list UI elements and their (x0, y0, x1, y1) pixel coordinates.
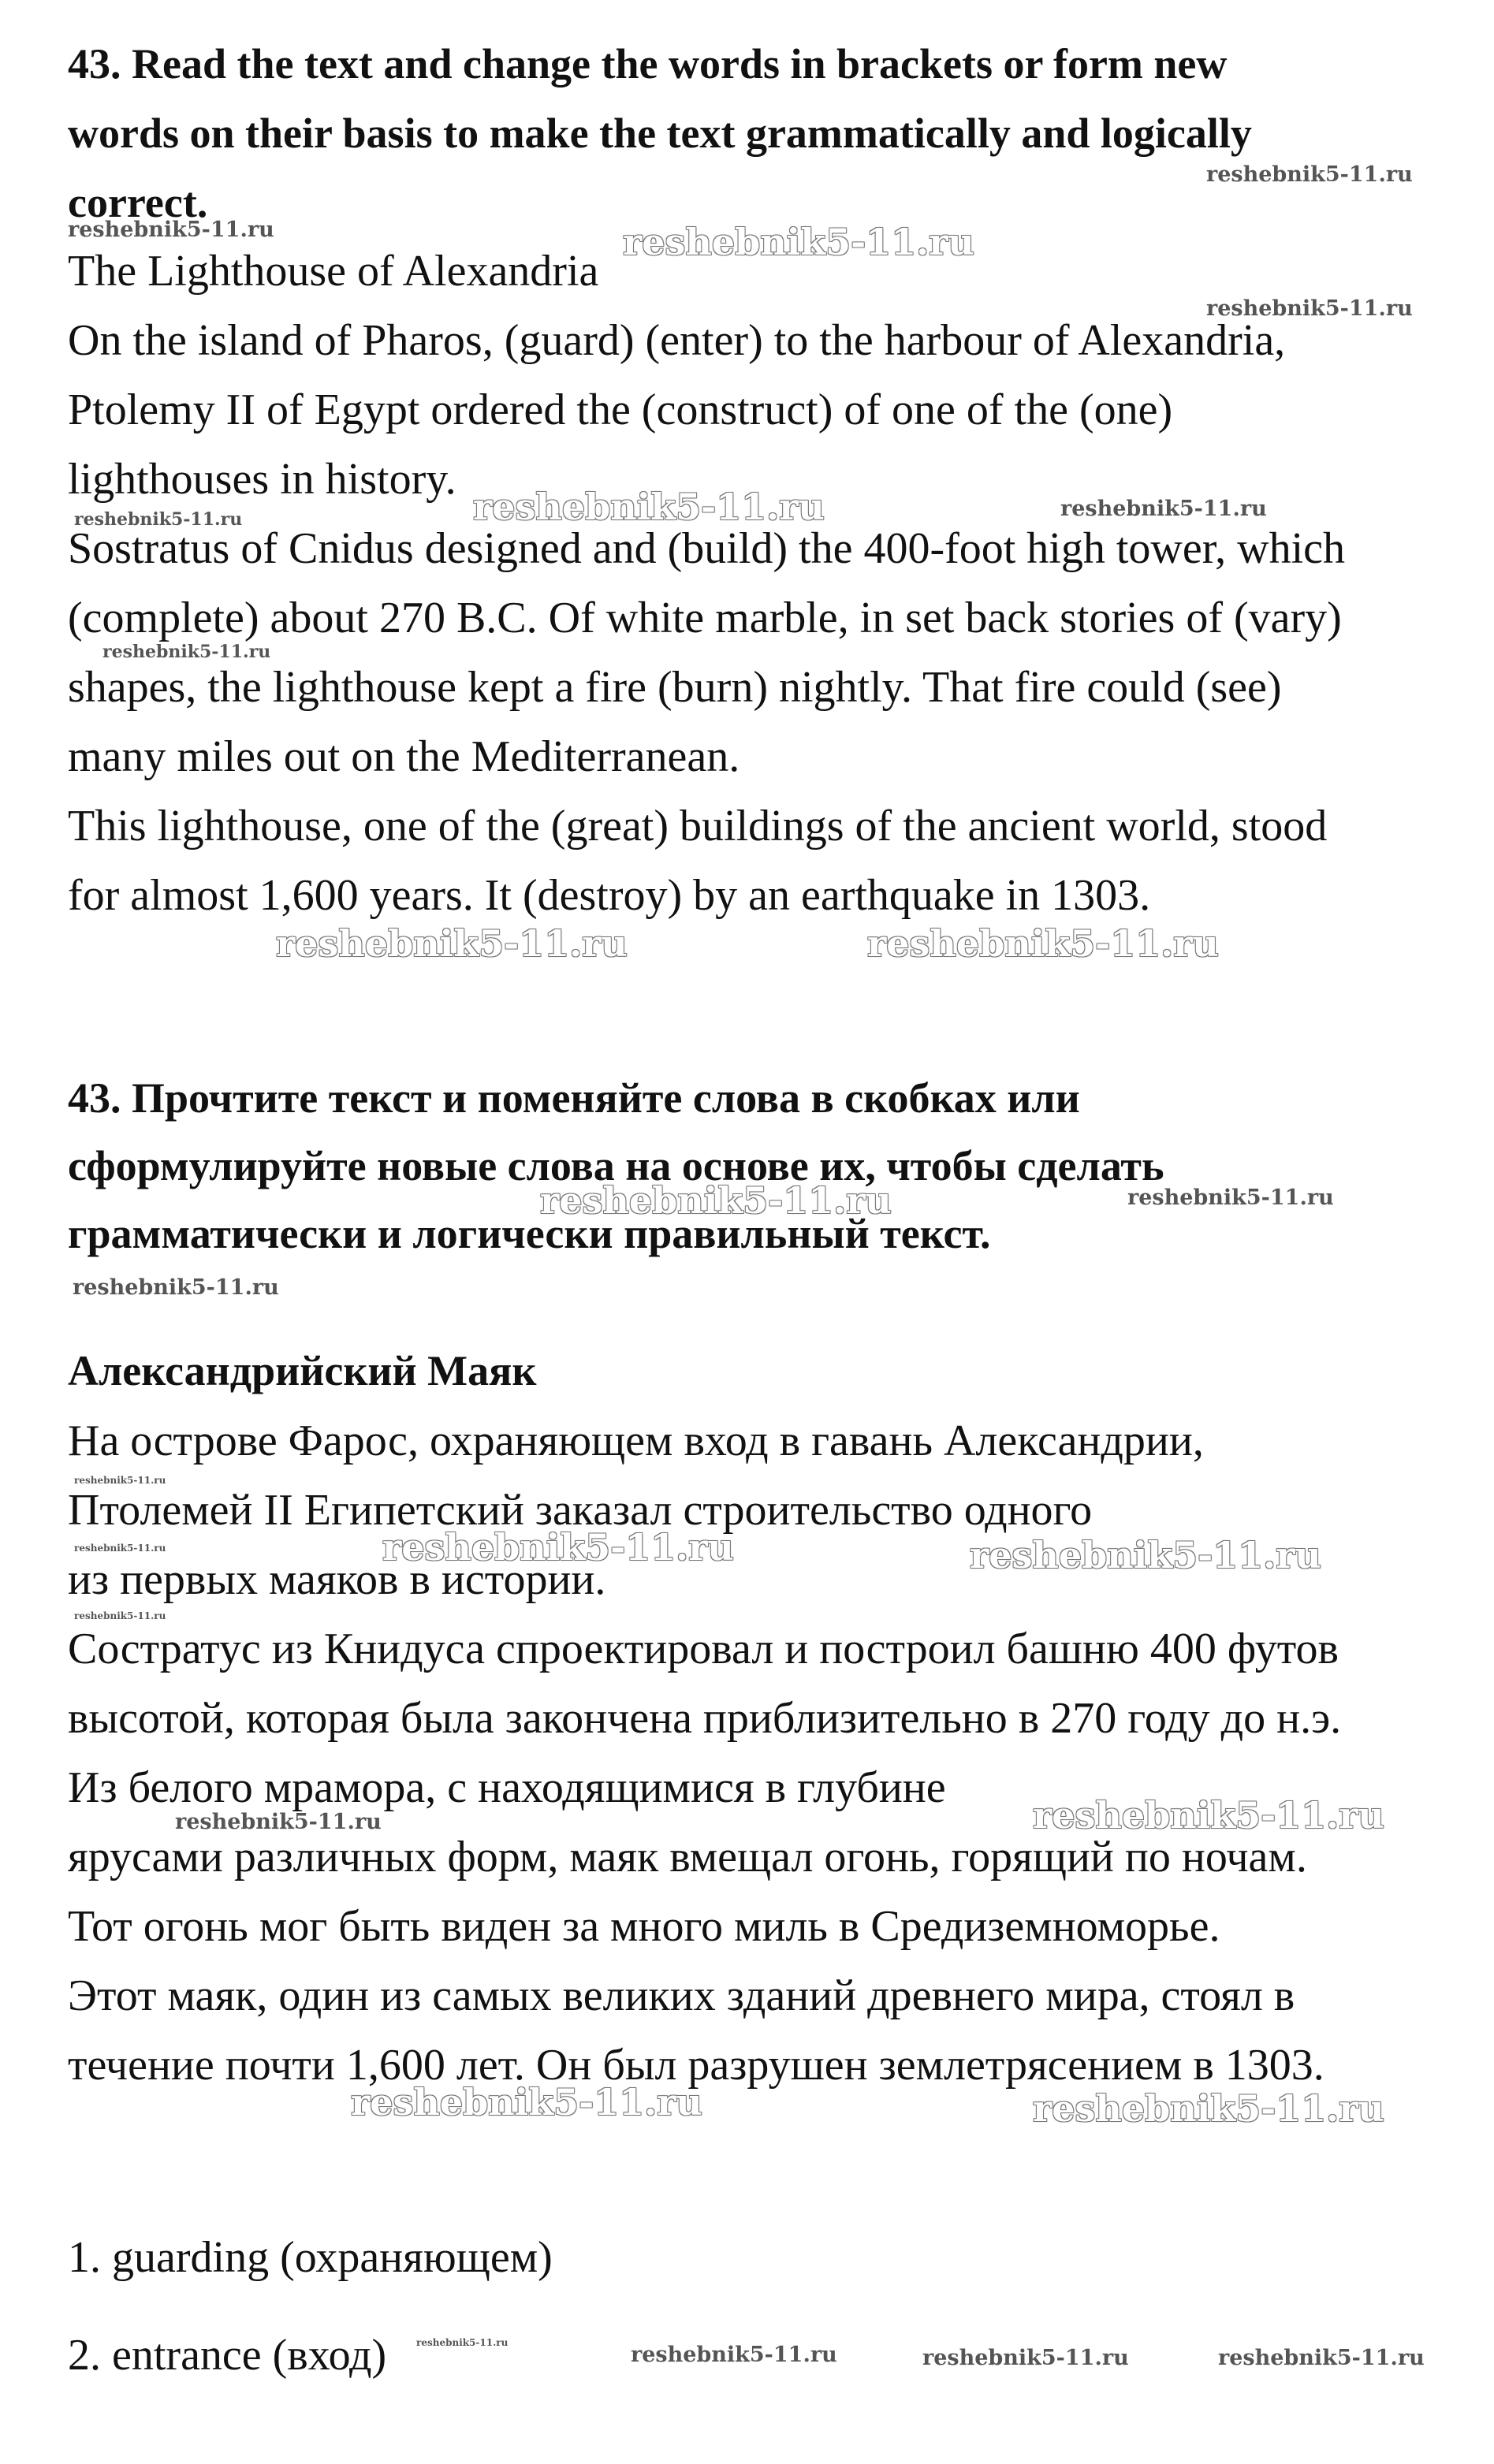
english-text-line: This lighthouse, one of the (great) buildings of the ancient world, stood (68, 802, 1328, 850)
russian-text-line: высотой, которая была закончена приблизительно в 270 году до н.э. (68, 1694, 1342, 1743)
english-text-line: many miles out on the Mediterranean. (68, 732, 740, 781)
watermark: reshebnik5-11.ru (922, 2346, 1129, 2370)
watermark: reshebnik5-11.ru (416, 2337, 509, 2348)
watermark: reshebnik5-11.ru (74, 509, 243, 530)
english-title: The Lighthouse of Alexandria (68, 247, 599, 296)
watermark: reshebnik5-11.ru (540, 1179, 892, 1222)
watermark: reshebnik5-11.ru (1206, 162, 1413, 187)
watermark: reshebnik5-11.ru (73, 1275, 279, 1300)
english-text-line: lighthouses in history. (68, 455, 456, 504)
watermark: reshebnik5-11.ru (102, 642, 271, 662)
russian-heading-line: 43. Прочтите текст и поменяйте слова в скобках или (68, 1074, 1080, 1122)
english-text-line: shapes, the lighthouse kept a fire (burn) nightly. That fire could (see) (68, 663, 1282, 712)
russian-text-line: Тот огонь мог быть виден за много миль в Средиземноморье. (68, 1902, 1220, 1951)
russian-heading-line: сформулируйте новые слова на основе их, чтобы сделать (68, 1142, 1164, 1189)
watermark: reshebnik5-11.ru (68, 218, 274, 242)
watermark: reshebnik5-11.ru (1033, 2087, 1384, 2130)
watermark: reshebnik5-11.ru (276, 922, 628, 965)
watermark: reshebnik5-11.ru (473, 486, 825, 528)
english-text-line: Sostratus of Cnidus designed and (build) the 400-foot high tower, which (68, 524, 1345, 573)
watermark: reshebnik5-11.ru (74, 1610, 166, 1621)
watermark: reshebnik5-11.ru (970, 1534, 1321, 1576)
english-heading-line: 43. Read the text and change the words in brackets or form new (68, 40, 1228, 87)
english-text-line: Ptolemy II of Egypt ordered the (construct) of one of the (one) (68, 385, 1173, 434)
russian-text-line: Состратус из Книдуса спроектировал и построил башню 400 футов (68, 1625, 1339, 1673)
watermark: reshebnik5-11.ru (74, 1543, 166, 1554)
english-text-line: (complete) about 270 B.C. Of white marble, in set back stories of (vary) (68, 594, 1342, 642)
watermark: reshebnik5-11.ru (1033, 1794, 1384, 1837)
watermark: reshebnik5-11.ru (1060, 497, 1267, 521)
watermark: reshebnik5-11.ru (382, 1526, 734, 1569)
russian-text-line: ярусами различных форм, маяк вмещал огонь, горящий по ночам. (68, 1833, 1307, 1881)
russian-title: Александрийский Маяк (68, 1347, 537, 1394)
watermark: reshebnik5-11.ru (1218, 2346, 1425, 2370)
russian-text-line: течение почти 1,600 лет. Он был разрушен землетрясением в 1303. (68, 2041, 1324, 2090)
watermark: reshebnik5-11.ru (351, 2081, 702, 2123)
russian-heading-line: грамматически и логически правильный текст. (68, 1210, 991, 1257)
watermark: reshebnik5-11.ru (1206, 296, 1413, 321)
answer-item: 2. entrance (вход) (68, 2331, 387, 2380)
watermark: reshebnik5-11.ru (867, 922, 1219, 965)
english-text-line: On the island of Pharos, (guard) (enter) to the harbour of Alexandria, (68, 316, 1286, 365)
russian-text-line: Птолемей II Египетский заказал строительство одного (68, 1486, 1093, 1535)
watermark: reshebnik5-11.ru (175, 1810, 382, 1834)
answer-item: 1. guarding (охраняющем) (68, 2233, 553, 2282)
watermark: reshebnik5-11.ru (1127, 1185, 1334, 1210)
russian-text-line: Из белого мрамора, с находящимися в глубине (68, 1763, 946, 1812)
watermark: reshebnik5-11.ru (623, 221, 974, 263)
watermark: reshebnik5-11.ru (631, 2343, 837, 2367)
russian-text-line: из первых маяков в истории. (68, 1555, 606, 1604)
watermark: reshebnik5-11.ru (74, 1475, 166, 1486)
russian-text-line: Этот маяк, один из самых великих зданий древнего мира, стоял в (68, 1971, 1295, 2020)
english-heading-line: correct. (68, 179, 208, 226)
russian-text-line: На острове Фарос, охраняющем вход в гавань Александрии, (68, 1416, 1204, 1465)
english-heading-line: words on their basis to make the text grammatically and logically (68, 110, 1252, 157)
english-text-line: for almost 1,600 years. It (destroy) by an earthquake in 1303. (68, 871, 1151, 920)
